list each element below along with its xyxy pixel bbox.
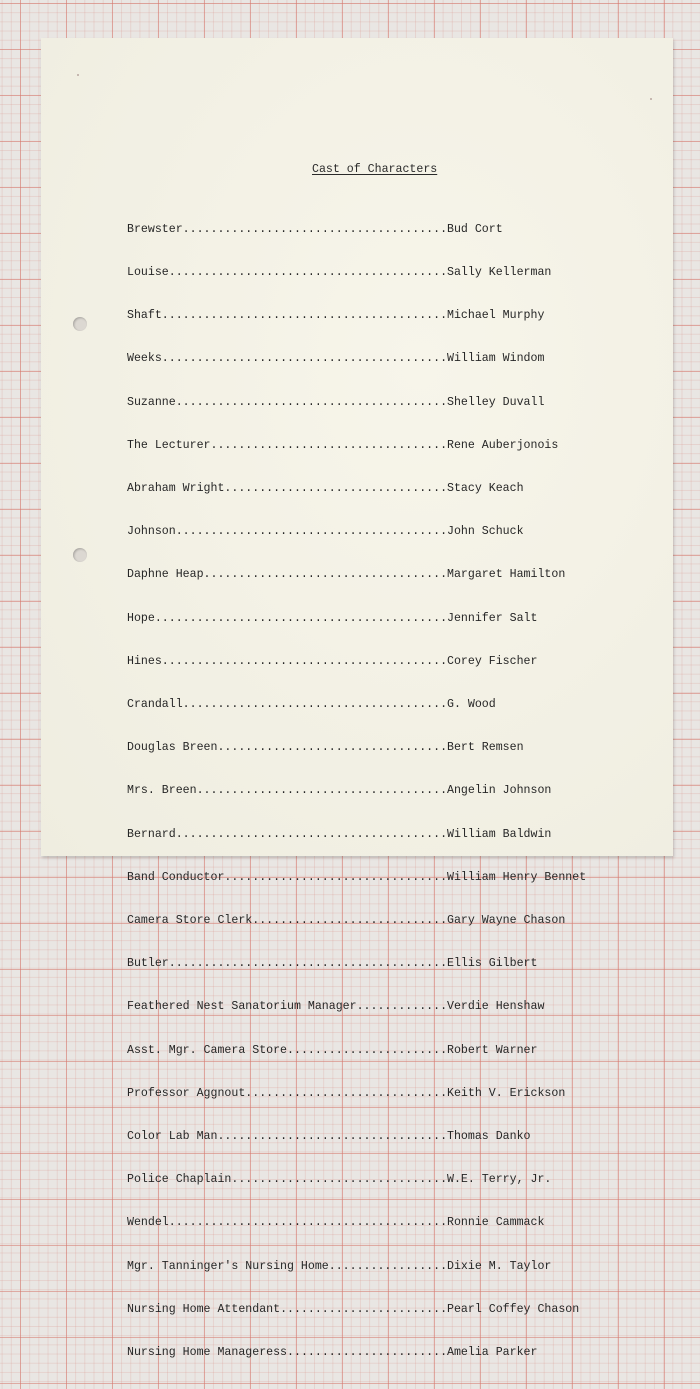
role-name: Suzanne .....: [127, 396, 447, 410]
cast-row: [127, 1087, 586, 1101]
cast-row: [127, 698, 586, 712]
actor-name: Ronnie Cammack: [447, 1216, 545, 1230]
role-name: Band Conductor .....: [127, 871, 447, 885]
role-name: Douglas Breen .....: [127, 741, 447, 755]
role-name: Hope .....: [127, 612, 447, 626]
cast-row: [127, 1044, 586, 1058]
cast-row: [127, 828, 586, 842]
role-name: Bernard .....: [127, 828, 447, 842]
role-name: Wendel .....: [127, 1216, 447, 1230]
actor-name: W.E. Terry, Jr.: [447, 1173, 552, 1187]
role-name: Nursing Home Attendant .....: [127, 1303, 447, 1317]
cast-row: [127, 1260, 586, 1274]
cast-row: [127, 1216, 586, 1230]
cast-row: [127, 914, 586, 928]
role-name: Shaft .....: [127, 309, 447, 323]
actor-name: Sally Kellerman: [447, 266, 552, 280]
cast-row: [127, 309, 586, 323]
cast-row: [127, 741, 586, 755]
actor-name: Jennifer Salt: [447, 611, 538, 625]
cast-row: [127, 655, 586, 669]
actor-name: Angelin Johnson: [447, 784, 552, 798]
actor-name: Keith V. Erickson: [447, 1086, 566, 1100]
actor-name: Dixie M. Taylor: [447, 1259, 552, 1273]
role-name: Louise .....: [127, 266, 447, 280]
role-name: Hines .....: [127, 655, 447, 669]
page-title: Cast of Characters: [312, 163, 438, 176]
actor-name: Bert Remsen: [447, 741, 524, 755]
actor-name: John Schuck: [447, 525, 524, 539]
cast-row: [127, 223, 586, 237]
cast-row: [127, 1303, 586, 1317]
role-name: The Lecturer .....: [127, 439, 447, 453]
cast-row: [127, 439, 586, 453]
actor-name: Ellis Gilbert: [447, 957, 538, 971]
role-name: Brewster .....: [127, 223, 447, 237]
cast-list: [127, 194, 586, 1389]
role-name: Mrs. Breen .....: [127, 784, 447, 798]
role-name: Nursing Home Manageress .....: [127, 1346, 447, 1360]
role-name: Abraham Wright .....: [127, 482, 447, 496]
role-name: Butler .....: [127, 957, 447, 971]
role-name: Professor Aggnout .....: [127, 1087, 447, 1101]
cast-row: [127, 482, 586, 496]
punch-hole-lower: [73, 548, 87, 562]
cast-row: [127, 957, 586, 971]
actor-name: William Henry Bennet: [447, 870, 587, 884]
role-name: Daphne Heap .....: [127, 568, 447, 582]
role-name: Police Chaplain .....: [127, 1173, 447, 1187]
cast-row: [127, 396, 586, 410]
role-name: Crandall .....: [127, 698, 447, 712]
actor-name: Gary Wayne Chason: [447, 914, 566, 928]
role-name: Weeks .....: [127, 352, 447, 366]
actor-name: Amelia Parker: [447, 1346, 538, 1360]
cast-row: [127, 1000, 586, 1014]
actor-name: William Windom: [447, 352, 545, 366]
actor-name: Michael Murphy: [447, 309, 545, 323]
cast-row: [127, 266, 586, 280]
cast-row: [127, 784, 586, 798]
actor-name: G. Wood: [447, 698, 496, 712]
actor-name: Rene Auberjonois: [447, 438, 559, 452]
actor-name: Pearl Coffey Chason: [447, 1302, 580, 1316]
actor-name: William Baldwin: [447, 827, 552, 841]
actor-name: Verdie Henshaw: [447, 1000, 545, 1014]
role-name: Johnson .....: [127, 525, 447, 539]
actor-name: Thomas Danko: [447, 1130, 531, 1144]
role-name: Asst. Mgr. Camera Store .....: [127, 1044, 447, 1058]
role-name: Mgr. Tanninger's Nursing Home .....: [127, 1260, 447, 1274]
cast-row: [127, 352, 586, 366]
role-name: Feathered Nest Sanatorium Manager .....: [127, 1000, 447, 1014]
document-page: [41, 38, 673, 1360]
paper-speck: [650, 98, 652, 100]
actor-name: Robert Warner: [447, 1043, 538, 1057]
role-name: Color Lab Man .....: [127, 1130, 447, 1144]
punch-hole-upper: [73, 317, 87, 331]
actor-name: Stacy Keach: [447, 482, 524, 496]
actor-name: Bud Cort: [447, 222, 503, 236]
actor-name: Margaret Hamilton: [447, 568, 566, 582]
role-name: Camera Store Clerk .....: [127, 914, 447, 928]
cast-row: [127, 1130, 586, 1144]
paper-speck: [77, 74, 79, 76]
cast-row: [127, 525, 586, 539]
cast-row: [127, 1173, 586, 1187]
actor-name: Shelley Duvall: [447, 395, 545, 409]
actor-name: Corey Fischer: [447, 654, 538, 668]
cast-row: [127, 568, 586, 582]
cast-row: [127, 612, 586, 626]
cast-row: [127, 871, 586, 885]
cast-row: [127, 1346, 586, 1360]
